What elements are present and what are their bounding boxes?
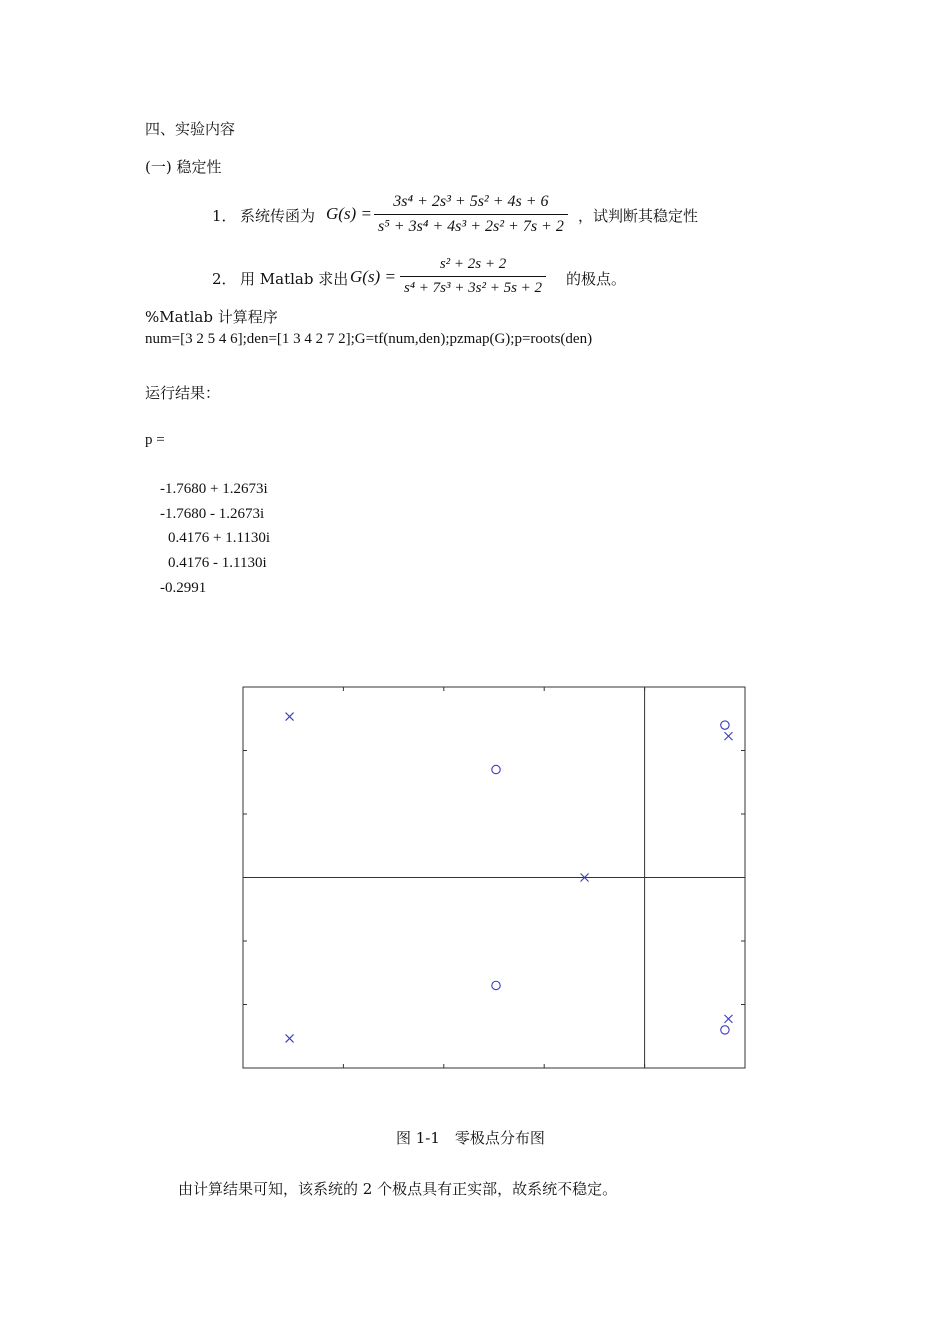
- task-2-numerator: s² + 2s + 2: [400, 256, 546, 277]
- conclusion-text: 由计算结果可知，该系统的 2 个极点具有正实部，故系统不稳定。: [178, 1180, 618, 1198]
- task-2-lhs: G(s) =: [350, 267, 396, 286]
- pole-marker: [724, 1015, 732, 1023]
- task-2-index: 2．: [212, 270, 237, 288]
- result-label: 运行结果：: [145, 384, 221, 402]
- task-2-suffix: 的极点。: [566, 270, 627, 288]
- task-1-prefix: 系统传函为: [240, 207, 316, 225]
- task-1-index: 1．: [212, 207, 237, 225]
- root-value: -1.7680 + 1.2673i: [160, 481, 268, 497]
- task-2-denominator: s⁴ + 7s³ + 3s² + 5s + 2: [404, 280, 543, 296]
- plot-frame: [243, 687, 745, 1068]
- task-1-lhs: G(s) =: [326, 204, 372, 223]
- root-value: -1.7680 - 1.2673i: [160, 506, 265, 522]
- p-label: p =: [145, 432, 165, 448]
- task-1-denominator: s⁵ + 3s⁴ + 4s³ + 2s² + 7s + 2: [378, 218, 564, 235]
- figure-caption: 图 1-1 零极点分布图: [396, 1129, 545, 1147]
- zero-marker: [721, 721, 729, 729]
- zero-marker: [492, 765, 500, 773]
- pole-marker: [286, 1034, 294, 1042]
- task-2-prefix: 用 Matlab 求出: [240, 270, 349, 288]
- zero-marker: [721, 1026, 729, 1034]
- pole-marker: [724, 732, 732, 740]
- pole-marker: [286, 713, 294, 721]
- task-1-suffix: ，试判断其稳定性: [578, 207, 699, 225]
- root-value: 0.4176 - 1.1130i: [168, 555, 267, 571]
- subsection-heading: (一) 稳定性: [145, 158, 222, 176]
- task-1-numerator: 3s⁴ + 2s³ + 5s² + 4s + 6: [374, 193, 568, 215]
- root-value: -0.2991: [160, 580, 207, 596]
- section-heading: 四、实验内容: [145, 120, 236, 138]
- code-comment: %Matlab 计算程序: [145, 308, 278, 326]
- root-value: 0.4176 + 1.1130i: [168, 530, 271, 546]
- zero-marker: [492, 981, 500, 989]
- code-line: num=[3 2 5 4 6];den=[1 3 4 2 7 2];G=tf(num,den);pzmap(G);p=roots(den): [145, 331, 593, 347]
